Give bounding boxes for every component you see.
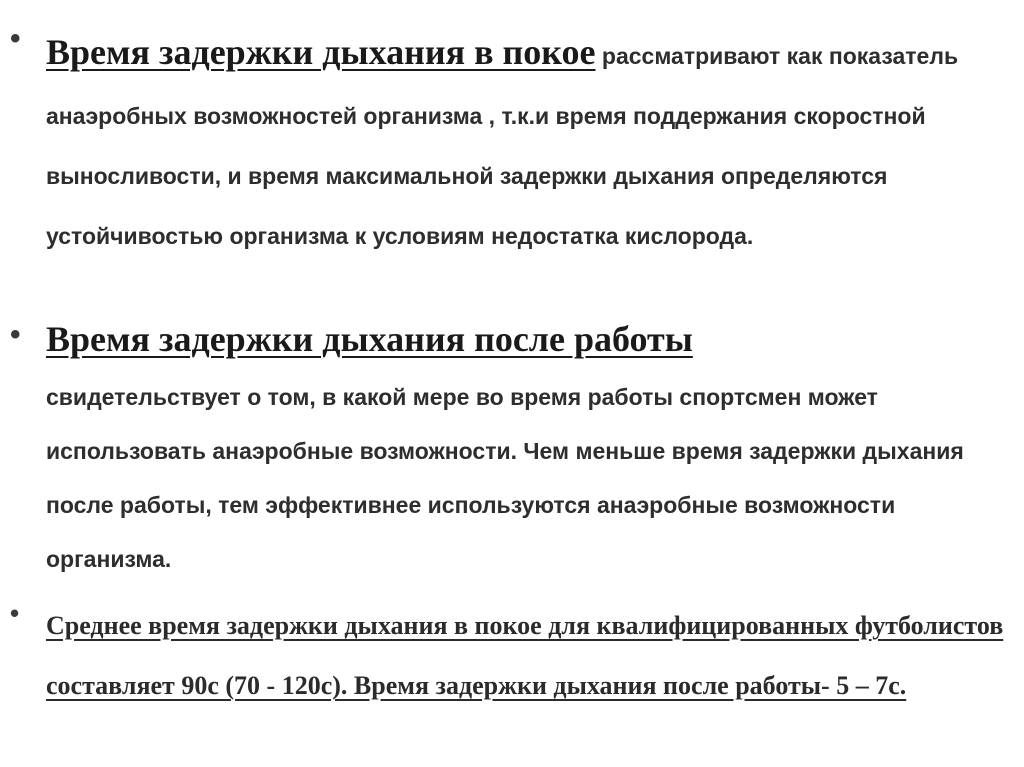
bullet-text-2: свидетельствует о том, в какой мере во время работы спортсмен может использовать анаэробные возможности. Чем меньше время задержки дыхания после работы, тем эффективнее используются анаэробные возможности организма.: [46, 384, 964, 572]
bullet-heading-2: Время задержки дыхания после работы: [46, 319, 693, 359]
bullet-marker-2: •: [10, 318, 21, 351]
bullet-marker-1: •: [10, 22, 21, 55]
bullet-item-3: [46, 598, 1016, 718]
bullet-item-2: [46, 316, 986, 586]
bullet-item-1: [46, 24, 986, 268]
bullet-text-1: рассматривают как показатель анаэробных возможностей организма , т.к.и время поддержания скоростной выносливости, и время максимальной задержки дыхания определяются устойчивостью организма к условиям недостатка кислорода.: [46, 43, 959, 249]
bullet-marker-3: •: [10, 598, 20, 628]
bullet-text-3: Среднее время задержки дыхания в покое для квалифицированных футболистов составляет 90с (70 - 120с). Время задержки дыхания после работы- 5 – 7с.: [46, 611, 1004, 700]
bullet-heading-1: Время задержки дыхания в покое: [46, 32, 596, 72]
